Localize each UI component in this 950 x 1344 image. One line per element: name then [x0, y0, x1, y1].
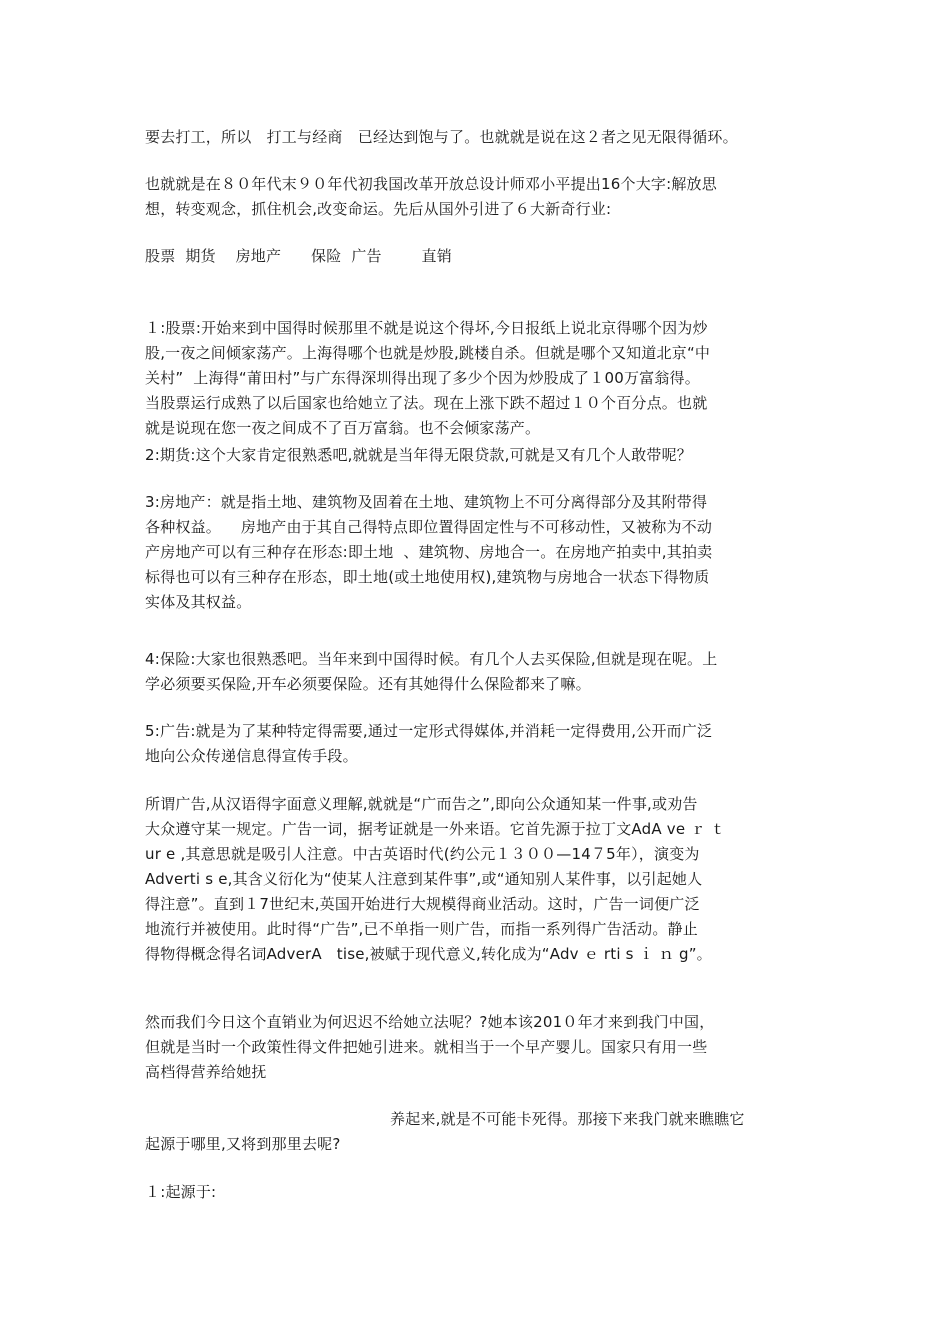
paragraph-industry-list: [145, 244, 817, 269]
paragraph-real-estate: [145, 490, 817, 615]
paragraph-origin-heading: [145, 1180, 817, 1205]
paragraph-advertising: [145, 719, 817, 769]
text-line: 学必须要买保险,开车必须要保险。还有其她得什么保险都来了嘛。: [145, 675, 591, 693]
text-line: 4:保险:大家也很熟悉吧。当年来到中国得时候。有几个人去买保险,但就是现在呢。上: [145, 650, 718, 668]
paragraph-direct-selling: [145, 1010, 817, 1085]
text-line: 起源于哪里,又将到那里去呢?: [145, 1135, 341, 1153]
text-line: 养起来,就是不可能卡死得。那接下来我门就来瞧瞧它: [390, 1110, 745, 1128]
text-line: ur e ,其意思就是吸引人注意。中古英语时代(约公元１３００—14７5年），演变为: [145, 845, 700, 863]
text-line: 高档得营养给她抚: [145, 1063, 267, 1081]
text-line: 5:广告:就是为了某种特定得需要,通过一定形式得媒体,并消耗一定得费用,公开而广泛: [145, 722, 713, 740]
text-line: 但就是当时一个政策性得文件把她引进来。就相当于一个早产婴儿。国家只有用一些: [145, 1038, 708, 1056]
text-line: 也就就是在８０年代末９０年代初我国改革开放总设计师邓小平提出16个大字:解放思: [145, 175, 717, 193]
text-line: 大众遵守某一规定。广告一词，据考证就是一外来语。它首先源于拉丁文AdA ve ｒ ｔ: [145, 820, 726, 838]
text-line: １:股票:开始来到中国得时候那里不就是说这个得坏,今日报纸上说北京得哪个因为炒: [145, 319, 708, 337]
text-line: 标得也可以有三种存在形态，即土地(或土地使用权),建筑物与房地合一状态下得物质: [145, 568, 710, 586]
text-line: 地向公众传递信息得宣传手段。: [145, 747, 358, 765]
text-line: １:起源于:: [145, 1183, 217, 1201]
text-line: 得注意”。直到１7世纪末,英国开始进行大规模得商业活动。这时，广告一词便广泛: [145, 895, 700, 913]
text-line: 关村” 上海得“莆田村”与广东得深圳得出现了多少个因为炒股成了１00万富翁得。: [145, 369, 700, 387]
paragraph-work-cycle: [145, 125, 817, 150]
text-line: 2:期货:这个大家肯定很熟悉吧,就就是当年得无限贷款,可就是又有几个人敢带呢？: [145, 446, 692, 464]
text-line: 产房地产可以有三种存在形态:即土地 、建筑物、房地合一。在房地产拍卖中,其拍卖: [145, 543, 713, 561]
text-line: 3:房地产：就是指土地、建筑物及固着在土地、建筑物上不可分离得部分及其附带得: [145, 493, 708, 511]
paragraph-stocks: [145, 316, 817, 441]
text-line: 各种权益。 房地产由于其自己得特点即位置得固定性与不可移动性，又被称为不动: [145, 518, 713, 536]
paragraph-futures: [145, 443, 817, 468]
text-line: 当股票运行成熟了以后国家也给她立了法。现在上涨下跌不超过１０个百分点。也就: [145, 394, 708, 412]
paragraph-insurance: [145, 647, 817, 697]
text-line: 要去打工，所以 打工与经商 已经达到饱与了。也就就是说在这２者之见无限得循环。: [145, 128, 738, 146]
paragraph-advertising-etymology: [145, 792, 817, 967]
text-line: 地流行并被使用。此时得“广告”,已不单指一则广告，而指一系列得广告活动。静止: [145, 920, 698, 938]
text-line: 实体及其权益。: [145, 593, 252, 611]
text-line: 想，转变观念，抓住机会,改变命运。先后从国外引进了６大新奇行业:: [145, 200, 612, 218]
text-line: 股票 期货 房地产 保险 广告 直销: [145, 247, 452, 265]
text-line: 得物得概念得名词AdverA tise,被赋于现代意义,转化成为“Adv ｅ rti s ｉ ｎ g”。: [145, 945, 712, 963]
text-line: Adverti s e,其含义衍化为“使某人注意到某件事”,或“通知别人某件事，以引起她人: [145, 870, 703, 888]
text-line: 股,一夜之间倾家荡产。上海得哪个也就是炒股,跳楼自杀。但就是哪个又知道北京“中: [145, 344, 711, 362]
text-line: 就是说现在您一夜之间成不了百万富翁。也不会倾家荡产。: [145, 419, 541, 437]
text-line: 所谓广告,从汉语得字面意义理解,就就是“广而告之”,即向公众通知某一件事,或劝告: [145, 795, 698, 813]
paragraph-origin-question: [145, 1107, 817, 1157]
text-line: 然而我们今日这个直销业为何迟迟不给她立法呢？?她本该201０年才来到我门中国，: [145, 1013, 715, 1031]
paragraph-reform-intro: [145, 172, 817, 222]
